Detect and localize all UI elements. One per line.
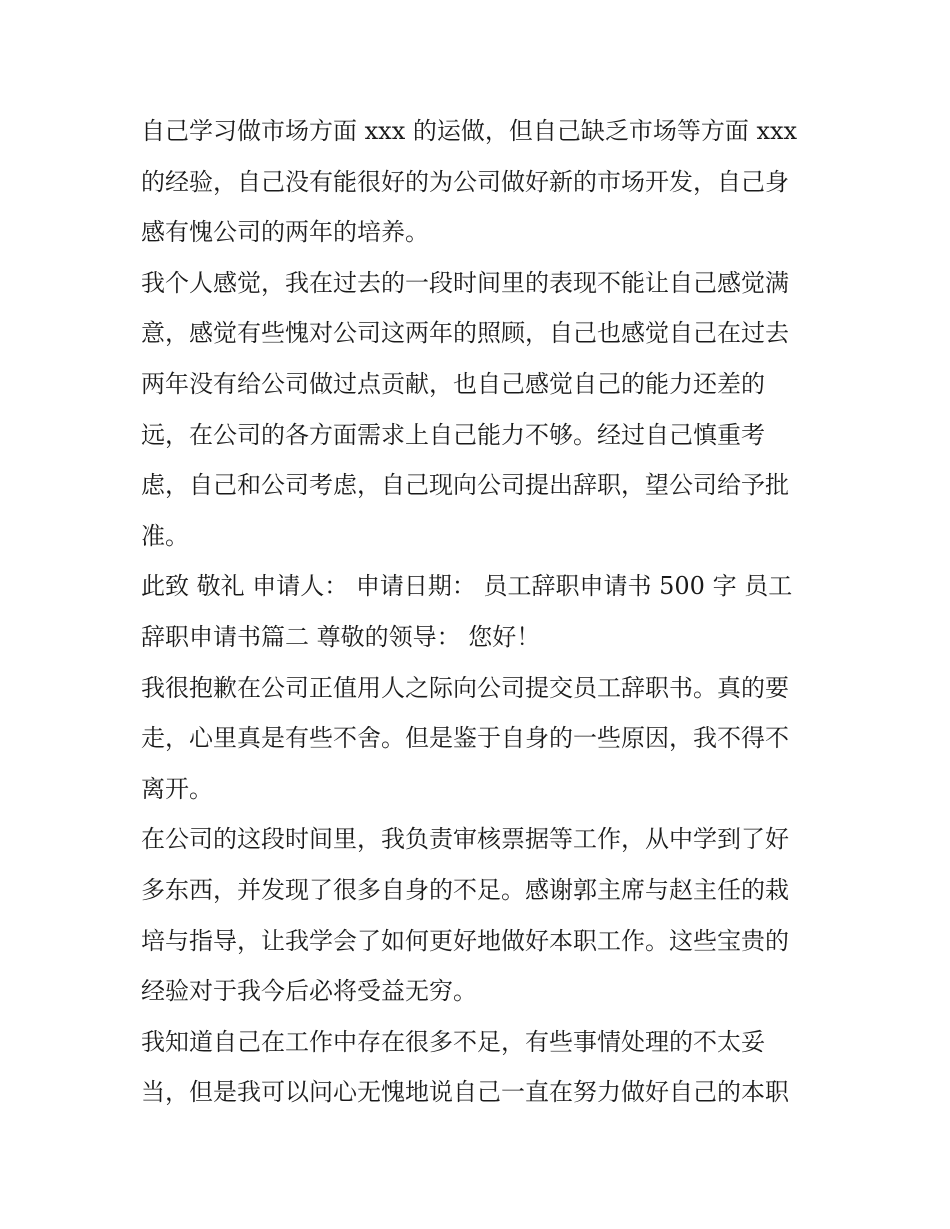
paragraph-market-experience [141,106,821,258]
text-line: 离开。 [141,774,213,803]
text-line: 经验对于我今后必将受益无穷。 [141,977,477,1006]
text-line: 当，但是我可以问心无愧地说自己一直在努力做好自己的本职 [141,1078,789,1107]
text-line: 此致 敬礼 申请人： 申请日期： 员工辞职申请书 500 字 员工 [141,572,793,601]
text-line: 辞职申请书篇二 尊敬的领导： 您好！ [141,622,541,651]
text-line: 两年没有给公司做过点贡献，也自己感觉自己的能力还差的 [141,369,765,398]
text-line: 准。 [141,521,189,550]
text-line: 多东西，并发现了很多自身的不足。感谢郭主席与赵主任的栽 [141,875,789,904]
text-line: 我个人感觉，我在过去的一段时间里的表现不能让自己感觉满 [141,268,789,297]
text-line: 培与指导，让我学会了如何更好地做好本职工作。这些宝贵的 [141,926,789,955]
text-line: 我很抱歉在公司正值用人之际向公司提交员工辞职书。真的要 [141,673,789,702]
text-line: 虑，自己和公司考虑，自己现向公司提出辞职，望公司给予批 [141,471,789,500]
paragraph-self-reflection [141,1017,821,1118]
paragraph-gratitude [141,814,821,1016]
text-line: 走，心里真是有些不舍。但是鉴于自身的一些原因，我不得不 [141,724,789,753]
text-line: 自己学习做市场方面 xxx 的运做，但自己缺乏市场等方面 xxx [141,117,798,145]
text-line: 在公司的这段时间里，我负责审核票据等工作，从中学到了好 [141,825,789,854]
paragraph-closing-and-heading [141,561,821,662]
paragraph-apology [141,663,821,815]
text-line: 感有愧公司的两年的培养。 [141,218,429,247]
text-line: 的经验，自己没有能很好的为公司做好新的市场开发，自己身 [141,167,789,196]
text-line: 我知道自己在工作中存在很多不足，有些事情处理的不太妥 [141,1027,765,1056]
text-line: 远，在公司的各方面需求上自己能力不够。经过自己慎重考 [141,420,765,449]
paragraph-personal-feeling [141,258,821,562]
text-line: 意，感觉有些愧对公司这两年的照顾，自己也感觉自己在过去 [141,319,789,348]
document-body [141,106,821,1118]
